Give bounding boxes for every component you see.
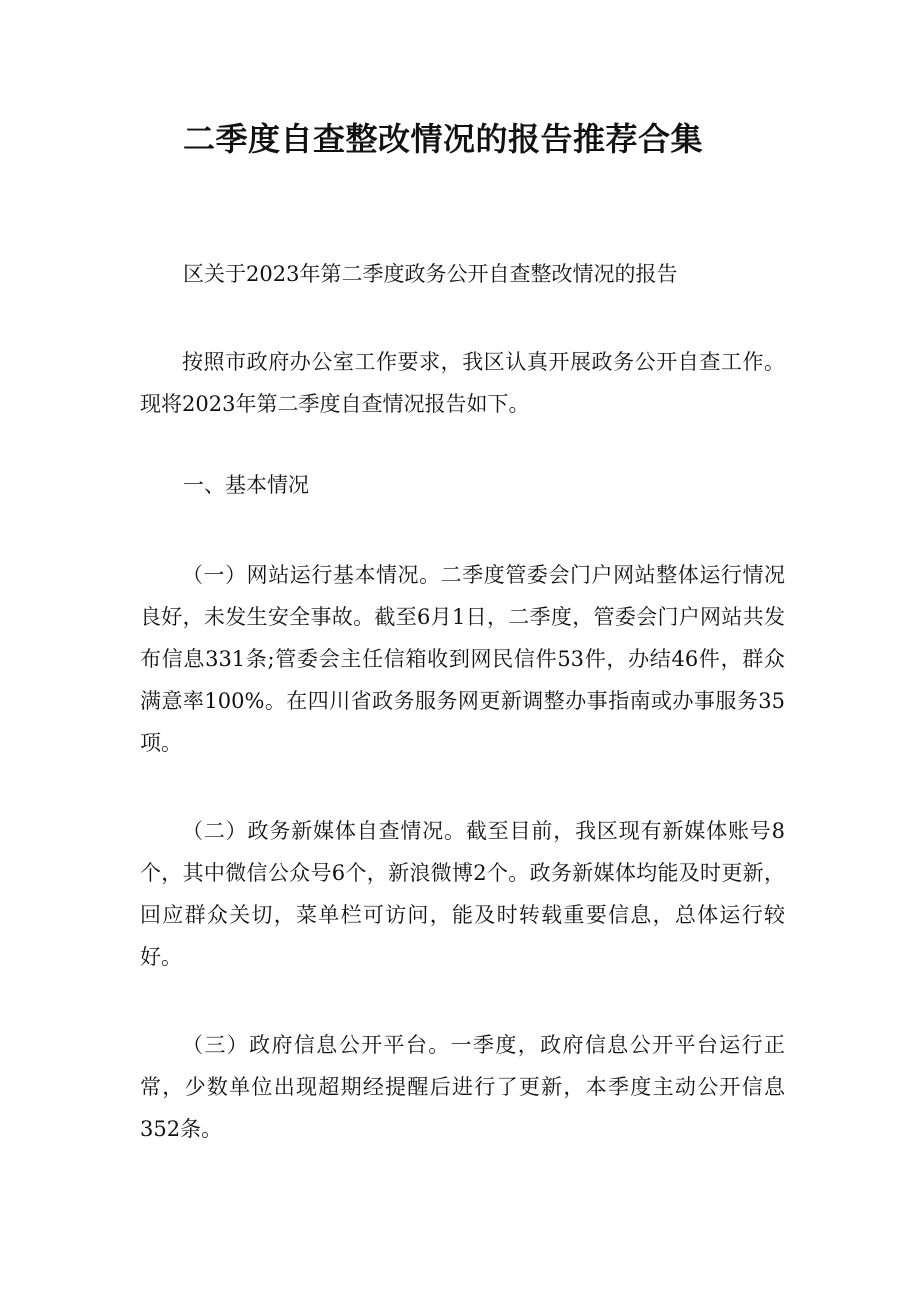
paragraph-new-media: （二）政务新媒体自查情况。截至目前，我区现有新媒体账号8个，其中微信公众号6个，新浪微博2个。政务新媒体均能及时更新，回应群众关切，菜单栏可访问，能及时转载重要信息，总体运行较好。 — [140, 819, 785, 969]
document-title: 二季度自查整改情况的报告推荐合集 — [183, 120, 704, 158]
paragraph-info-platform: （三）政府信息公开平台。一季度，政府信息公开平台运行正常，少数单位出现超期经提醒后进行了更新，本季度主动公开信息352条。 — [140, 1033, 785, 1141]
intro-paragraph: 按照市政府办公室工作要求，我区认真开展政务公开自查工作。现将2023年第二季度自查情况报告如下。 — [140, 350, 785, 416]
section-heading-basic: 一、基本情况 — [183, 473, 309, 497]
report-subtitle: 区关于2023年第二季度政务公开自查整改情况的报告 — [183, 262, 678, 286]
paragraph-website: （一）网站运行基本情况。二季度管委会门户网站整体运行情况良好，未发生安全事故。截至6月1日，二季度，管委会门户网站共发布信息331条;管委会主任信箱收到网民信件53件，办结46件，群众满意率100%。在四川省政务服务网更新调整办事指南或办事服务35项。 — [140, 563, 785, 755]
